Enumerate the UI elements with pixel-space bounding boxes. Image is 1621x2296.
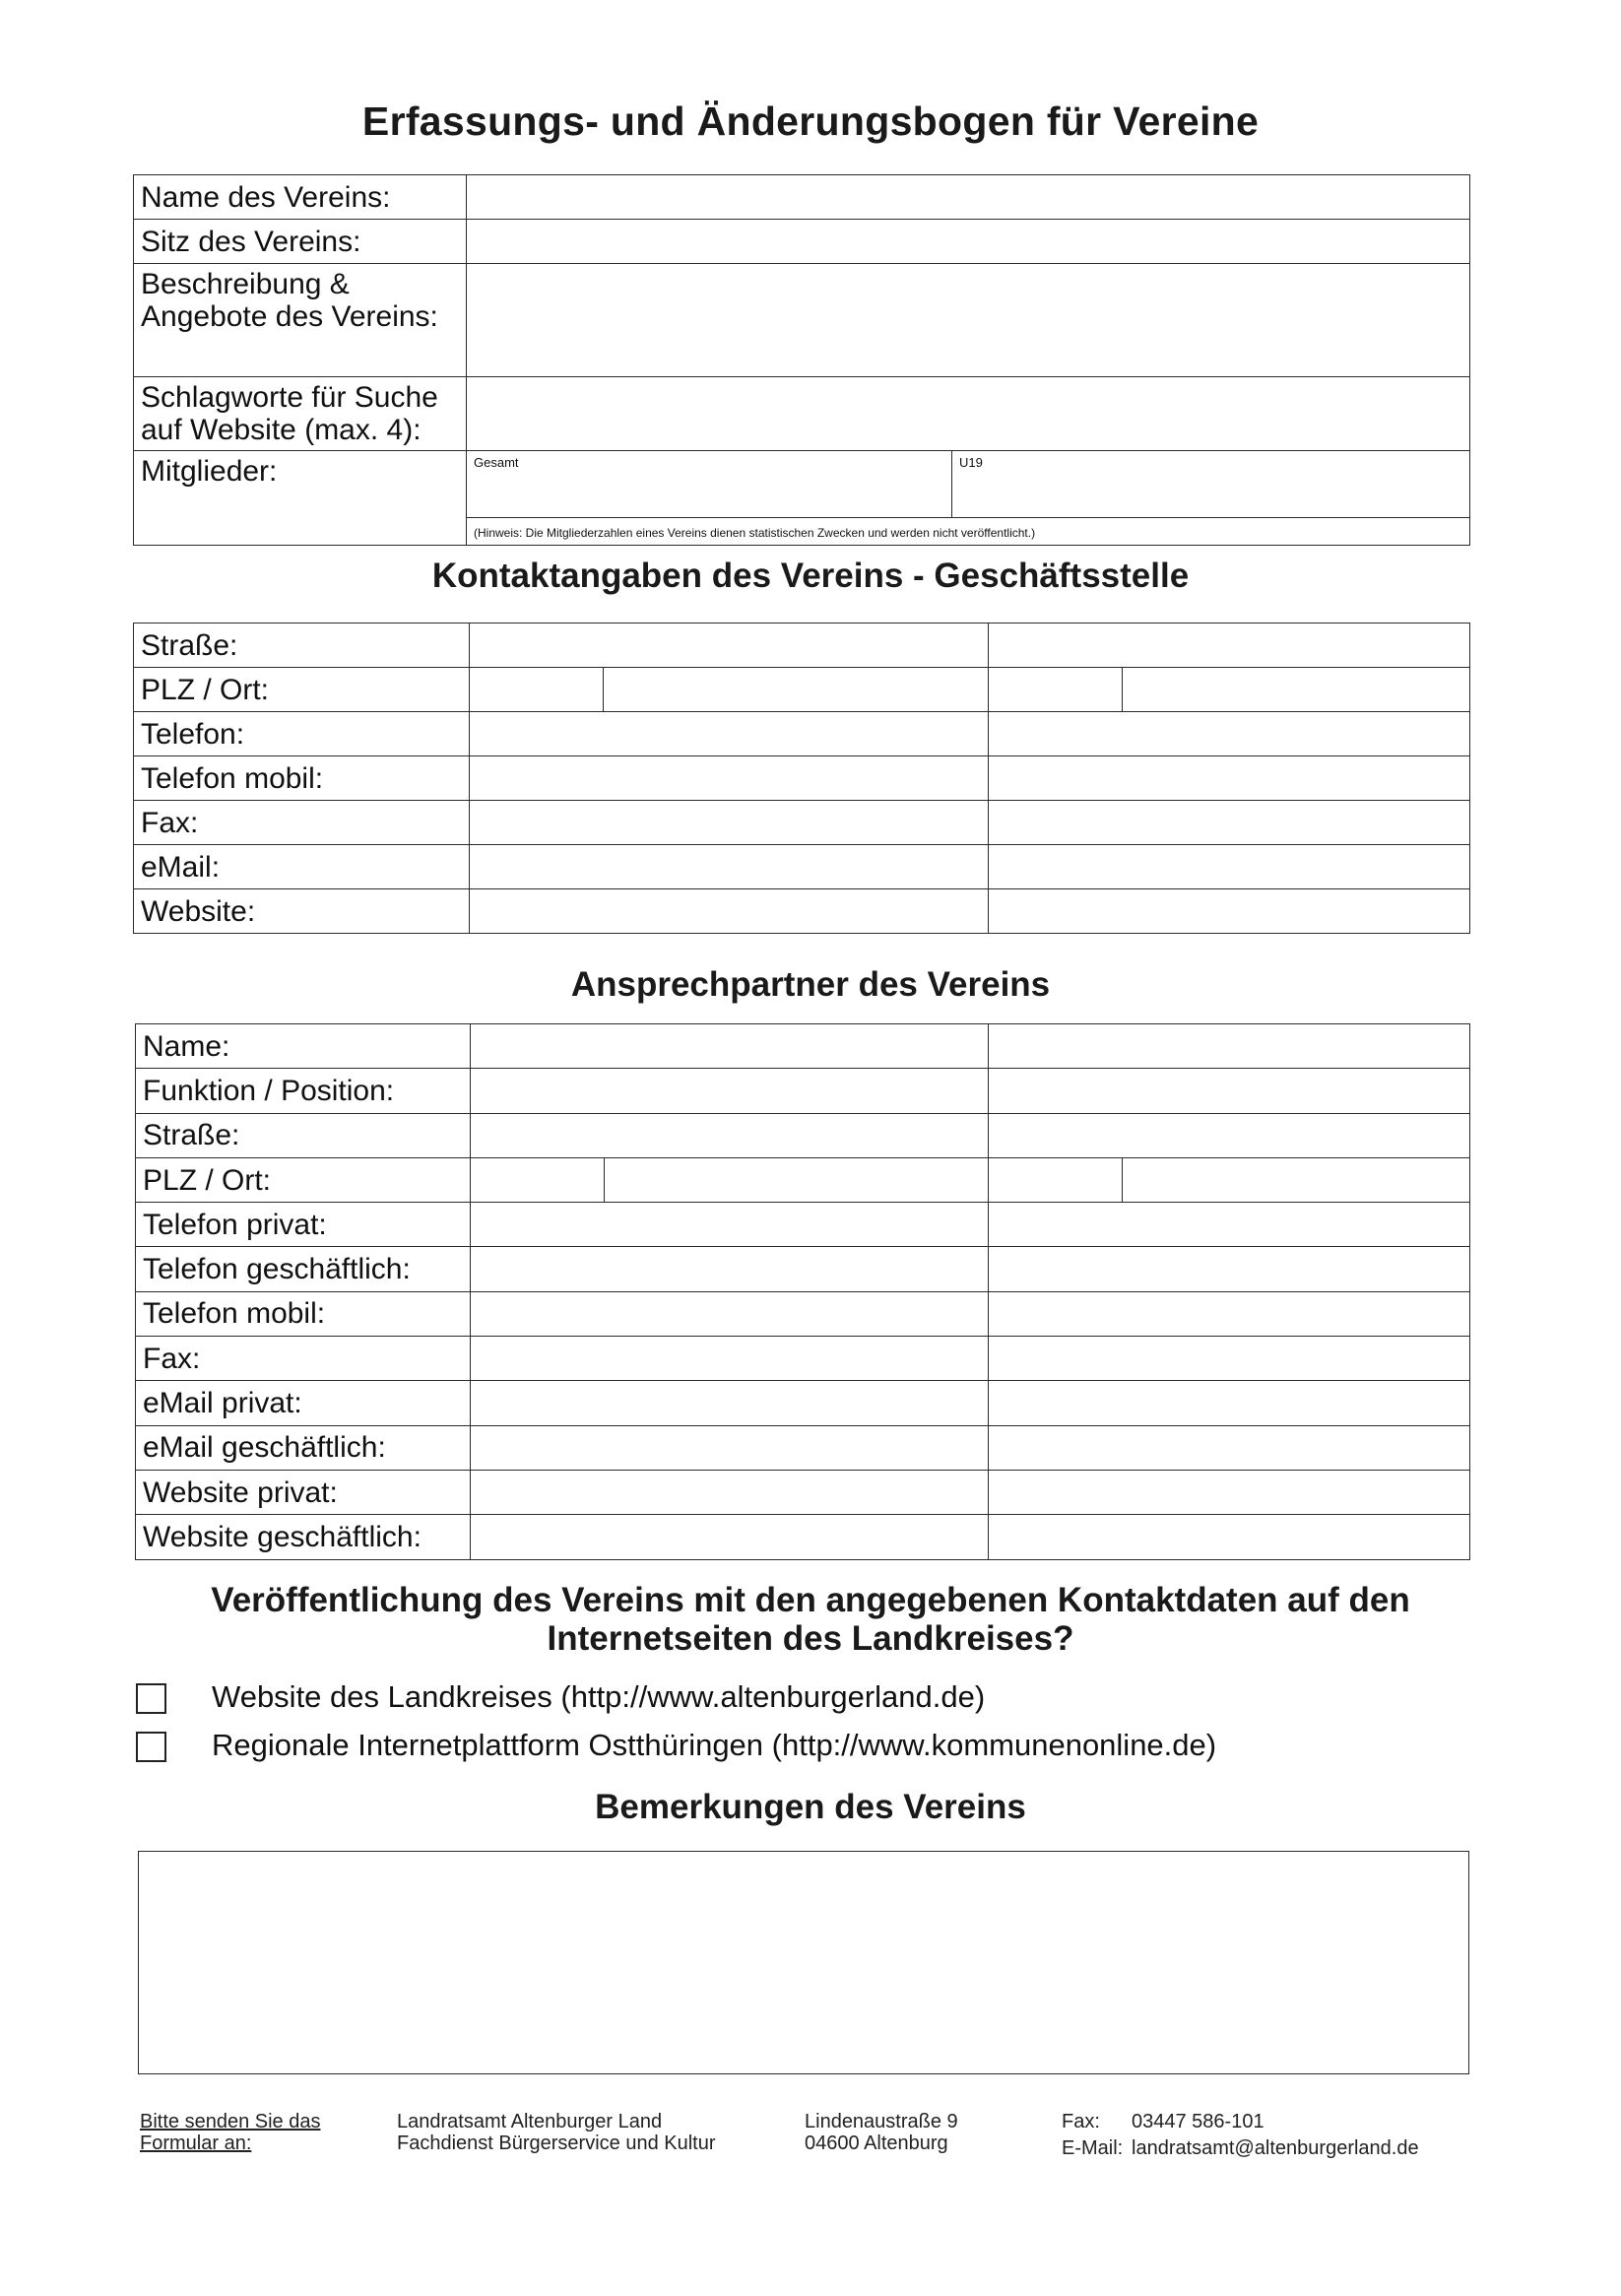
office-phone-label: Telefon: (134, 712, 470, 756)
office-fax-field-2[interactable] (989, 801, 1470, 845)
office-fax-label: Fax: (134, 801, 470, 845)
publication-question (0, 1581, 1621, 1658)
person-phone-private-field-2[interactable] (989, 1203, 1470, 1247)
table-row (134, 623, 1470, 668)
office-email-field-2[interactable] (989, 845, 1470, 889)
table-row (134, 889, 1470, 934)
members-u19-field[interactable] (952, 451, 1470, 518)
table-row (136, 1069, 1470, 1113)
club-seat-field[interactable] (467, 220, 1470, 264)
table-row (134, 668, 1470, 712)
person-zip-city-label: PLZ / Ort: (136, 1157, 471, 1202)
table-row (136, 1113, 1470, 1157)
members-label: Mitglieder: (134, 451, 467, 546)
option-kommunenonline-label: Regionale Internetplattform Ostthüringen (http://www.kommunenonline.de) (212, 1728, 1217, 1762)
person-email-business-label: eMail geschäftlich: (136, 1425, 471, 1470)
person-city-field-1[interactable] (605, 1157, 989, 1202)
person-zip-field-2[interactable] (989, 1157, 1123, 1202)
table-row (136, 1515, 1470, 1559)
office-email-field-1[interactable] (470, 845, 989, 889)
office-mobile-label: Telefon mobil: (134, 756, 470, 801)
office-street-field-2[interactable] (989, 623, 1470, 668)
person-street-label: Straße: (136, 1113, 471, 1157)
club-seat-label: Sitz des Vereins: (134, 220, 467, 264)
person-email-business-field-2[interactable] (989, 1425, 1470, 1470)
person-name-field-1[interactable] (471, 1024, 989, 1069)
table-row (136, 1470, 1470, 1514)
table-row (134, 801, 1470, 845)
members-hint: (Hinweis: Die Mitgliederzahlen eines Vereins dienen statistischen Zwecken und werden nicht veröffentlicht.) (467, 518, 1470, 546)
person-website-private-field-2[interactable] (989, 1470, 1470, 1514)
footer-send-line1: Bitte senden Sie das (140, 2111, 321, 2132)
office-phone-field-1[interactable] (470, 712, 989, 756)
person-city-field-2[interactable] (1123, 1157, 1470, 1202)
office-city-field-1[interactable] (604, 668, 989, 712)
table-row (134, 845, 1470, 889)
office-city-field-2[interactable] (1123, 668, 1470, 712)
person-email-private-field-1[interactable] (471, 1381, 989, 1425)
contact-person-table (135, 1023, 1470, 1560)
person-name-label: Name: (136, 1024, 471, 1069)
person-phone-business-field-1[interactable] (471, 1247, 989, 1291)
members-u19-label: U19 (959, 455, 983, 470)
footer-send-line2: Formular an: (140, 2132, 252, 2154)
office-fax-field-1[interactable] (470, 801, 989, 845)
members-total-label: Gesamt (474, 455, 519, 470)
footer-office-line2: Fachdienst Bürgerservice und Kultur (397, 2132, 716, 2154)
keywords-field[interactable] (467, 377, 1470, 451)
publication-question-text: Veröffentlichung des Vereins mit den angegebenen Kontaktdaten auf den Internetseiten des Landkreises? (211, 1581, 1410, 1658)
contact-person-section-title: Ansprechpartner des Vereins (570, 965, 1051, 1004)
table-row (134, 712, 1470, 756)
office-phone-field-2[interactable] (989, 712, 1470, 756)
office-email-label: eMail: (134, 845, 470, 889)
footer-email-value[interactable]: landratsamt@altenburgerland.de (1132, 2137, 1419, 2159)
person-function-field-2[interactable] (989, 1069, 1470, 1113)
contact-section-title: Kontaktangaben des Vereins - Geschäftsstelle (431, 557, 1190, 595)
footer-office (397, 2111, 716, 2154)
club-description-label: Beschreibung & Angebote des Vereins: (134, 264, 467, 377)
footer-address (805, 2111, 958, 2154)
footer-send-instruction (140, 2111, 320, 2154)
person-mobile-label: Telefon mobil: (136, 1291, 471, 1336)
table-row (136, 1381, 1470, 1425)
option-landkreis-label: Website des Landkreises (http://www.altenburgerland.de) (212, 1679, 986, 1714)
person-phone-business-label: Telefon geschäftlich: (136, 1247, 471, 1291)
person-name-field-2[interactable] (989, 1024, 1470, 1069)
office-zip-field-1[interactable] (470, 668, 604, 712)
person-website-private-label: Website privat: (136, 1470, 471, 1514)
person-function-label: Funktion / Position: (136, 1069, 471, 1113)
office-website-field-2[interactable] (989, 889, 1470, 934)
person-function-field-1[interactable] (471, 1069, 989, 1113)
office-mobile-field-1[interactable] (470, 756, 989, 801)
office-contact-table (133, 623, 1470, 934)
office-website-field-1[interactable] (470, 889, 989, 934)
person-website-business-field-2[interactable] (989, 1515, 1470, 1559)
person-email-private-field-2[interactable] (989, 1381, 1470, 1425)
table-row (136, 1024, 1470, 1069)
checkbox-landkreis[interactable] (136, 1683, 166, 1714)
person-fax-field-1[interactable] (471, 1337, 989, 1381)
footer-addr-line2: 04600 Altenburg (805, 2132, 948, 2154)
person-mobile-field-2[interactable] (989, 1291, 1470, 1336)
person-website-business-label: Website geschäftlich: (136, 1515, 471, 1559)
person-street-field-2[interactable] (989, 1113, 1470, 1157)
office-street-field-1[interactable] (470, 623, 989, 668)
table-row (136, 1247, 1470, 1291)
club-name-label: Name des Vereins: (134, 175, 467, 220)
table-row (134, 756, 1470, 801)
table-row (136, 1203, 1470, 1247)
footer-fax-value: 03447 586-101 (1132, 2111, 1264, 2132)
table-row (136, 1425, 1470, 1470)
footer-addr-line1: Lindenaustraße 9 (805, 2111, 958, 2132)
office-zip-city-label: PLZ / Ort: (134, 668, 470, 712)
club-name-field[interactable] (467, 175, 1470, 220)
office-mobile-field-2[interactable] (989, 756, 1470, 801)
person-email-business-field-1[interactable] (471, 1425, 989, 1470)
remarks-section-title: Bemerkungen des Vereins (595, 1788, 1026, 1826)
checkbox-kommunenonline[interactable] (136, 1732, 166, 1762)
person-phone-private-label: Telefon privat: (136, 1203, 471, 1247)
person-phone-private-field-1[interactable] (471, 1203, 989, 1247)
person-fax-label: Fax: (136, 1337, 471, 1381)
keywords-label: Schlagworte für Suche auf Website (max. 4): (134, 377, 467, 451)
remarks-textarea[interactable] (138, 1851, 1469, 2074)
form-title: Erfassungs- und Änderungsbogen für Vereine (361, 98, 1260, 144)
club-description-field[interactable] (467, 264, 1470, 377)
footer-contact (1062, 2111, 1419, 2159)
table-row (136, 1337, 1470, 1381)
person-website-business-field-1[interactable] (471, 1515, 989, 1559)
footer-email-key: E-Mail: (1062, 2137, 1124, 2159)
members-total-field[interactable] (467, 451, 952, 518)
office-zip-field-2[interactable] (989, 668, 1123, 712)
table-row (136, 1157, 1470, 1202)
person-street-field-1[interactable] (471, 1113, 989, 1157)
footer-fax-key: Fax: (1062, 2111, 1100, 2132)
person-email-private-label: eMail privat: (136, 1381, 471, 1425)
club-info-table (133, 174, 1470, 546)
person-mobile-field-1[interactable] (471, 1291, 989, 1336)
person-fax-field-2[interactable] (989, 1337, 1470, 1381)
person-zip-field-1[interactable] (471, 1157, 605, 1202)
office-website-label: Website: (134, 889, 470, 934)
person-phone-business-field-2[interactable] (989, 1247, 1470, 1291)
table-row (136, 1291, 1470, 1336)
footer-office-line1: Landratsamt Altenburger Land (397, 2111, 663, 2132)
person-website-private-field-1[interactable] (471, 1470, 989, 1514)
office-street-label: Straße: (134, 623, 470, 668)
